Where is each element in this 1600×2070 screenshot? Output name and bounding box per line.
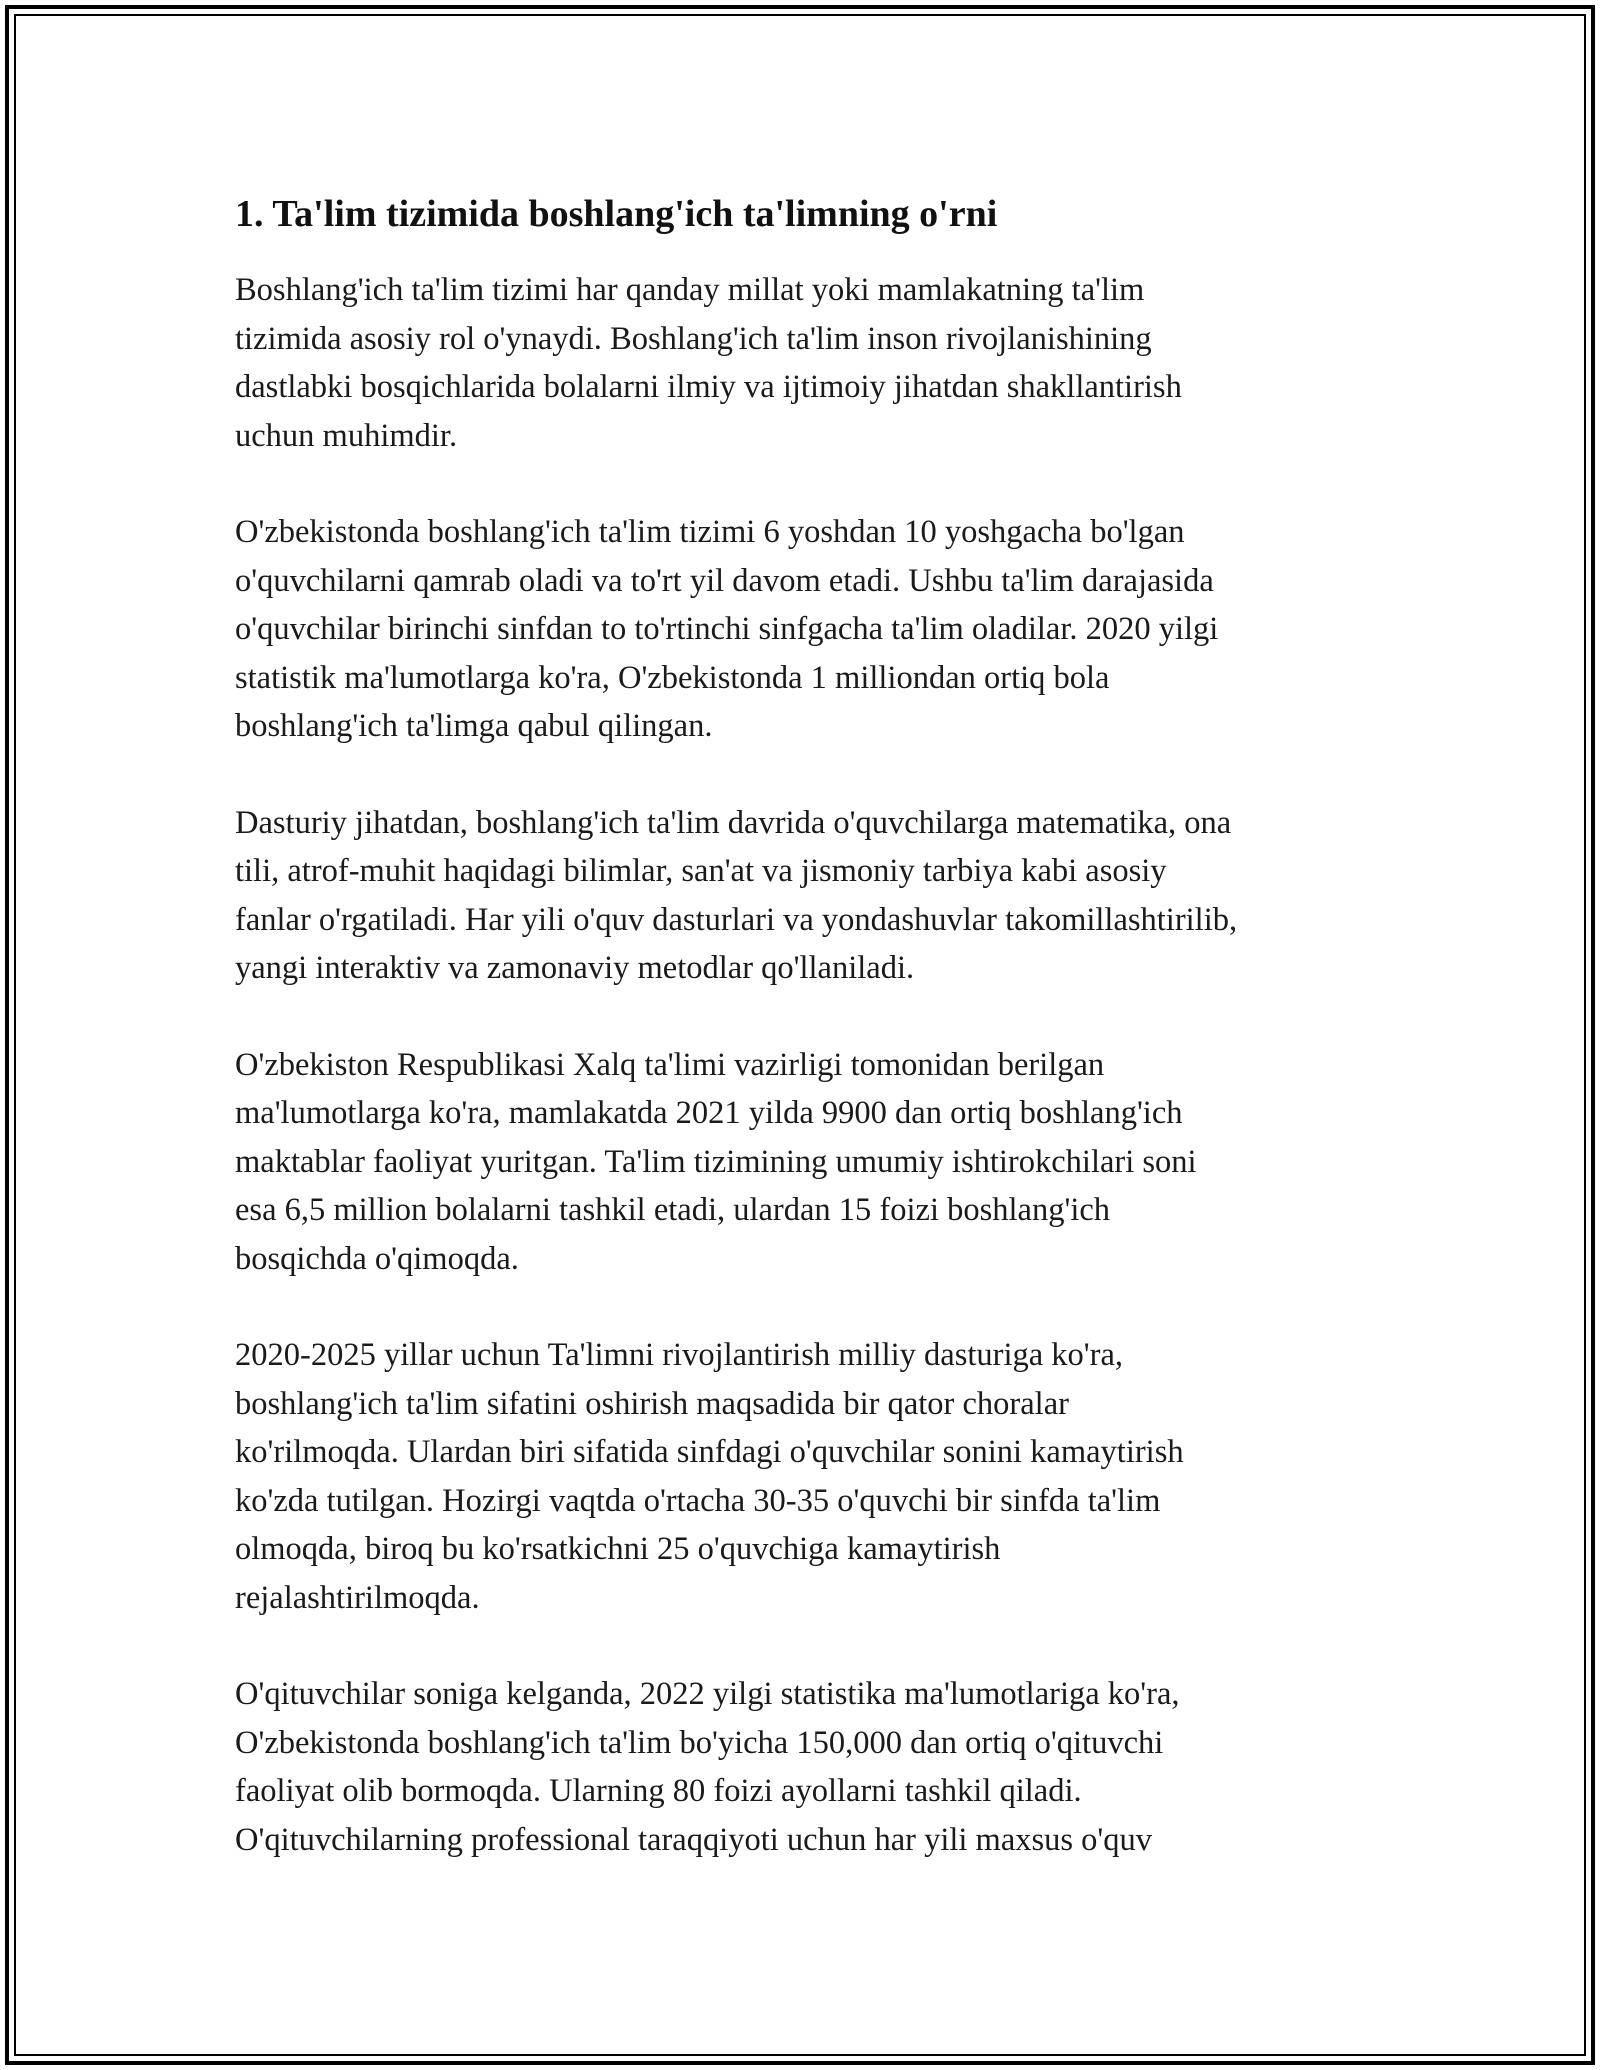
paragraph-5: 2020-2025 yillar uchun Ta'limni rivojlantirish milliy dasturiga ko'ra, boshlang'ich ta'lim sifatini oshirish maqsadida bir qator choralar ko'rilmoqda. Ulardan biri sifatida sinfdagi o'quvchilar sonini kamaytirish ko'zda tutilgan. Hozirgi vaqtda o'rtacha 30-35 o'quvchi bir sinfda ta'lim olmoqda, biroq bu ko'rsatkichni 25 o'quvchiga kamaytirish rejalashtirilmoqda. xyxy=(235,1337,1184,1616)
paragraph-3: Dasturiy jihatdan, boshlang'ich ta'lim davrida o'quvchilarga matematika, ona tili, atrof-muhit haqidagi bilimlar, san'at va jismoniy tarbiya kabi asosiy fanlar o'rgatiladi. Har yili o'quv dasturlari va yondashuvlar takomillashtirilib, yangi interaktiv va zamonaviy metodlar qo'llaniladi. xyxy=(235,804,1238,986)
paragraph-6: O'qituvchilar soniga kelganda, 2022 yilgi statistika ma'lumotlariga ko'ra, O'zbekistonda boshlang'ich ta'lim bo'yicha 150,000 dan ortiq o'qituvchi faoliyat olib bormoqda. Ularning 80 foizi ayollarni tashkil qiladi. O'qituvchilarning professional taraqqiyoti uchun har yili maxsus o'quv xyxy=(235,1676,1180,1858)
paragraph-1: Boshlang'ich ta'lim tizimi har qanday millat yoki mamlakatning ta'lim tizimida asosiy rol o'ynaydi. Boshlang'ich ta'lim inson rivojlanishining dastlabki bosqichlarida bolalarni ilmiy va ijtimoiy jihatdan shakllantirish uchun muhimdir. xyxy=(235,272,1182,454)
paragraph-4: O'zbekiston Respublikasi Xalq ta'limi vazirligi tomonidan berilgan ma'lumotlarga ko'ra, mamlakatda 2021 yilda 9900 dan ortiq boshlang'ich maktablar faoliyat yuritgan. Ta'lim tizimining umumiy ishtirokchilari soni esa 6,5 million bolalarni tashkil etadi, ulardan 15 foizi boshlang'ich bosqichda o'qimoqda. xyxy=(235,1046,1197,1277)
paragraph-2: O'zbekistonda boshlang'ich ta'lim tizimi 6 yoshdan 10 yoshgacha bo'lgan o'quvchilarni qamrab oladi va to'rt yil davom etadi. Ushbu ta'lim darajasida o'quvchilar birinchi sinfdan to to'rtinchi sinfgacha ta'lim oladilar. 2020 yilgi statistik ma'lumotlarga ko'ra, O'zbekistonda 1 milliondan ortiq bola boshlang'ich ta'limga qabul qilingan. xyxy=(235,514,1219,744)
document-body xyxy=(235,184,1375,1912)
section-title: 1. Ta'lim tizimida boshlang'ich ta'limning o'rni xyxy=(235,193,998,235)
